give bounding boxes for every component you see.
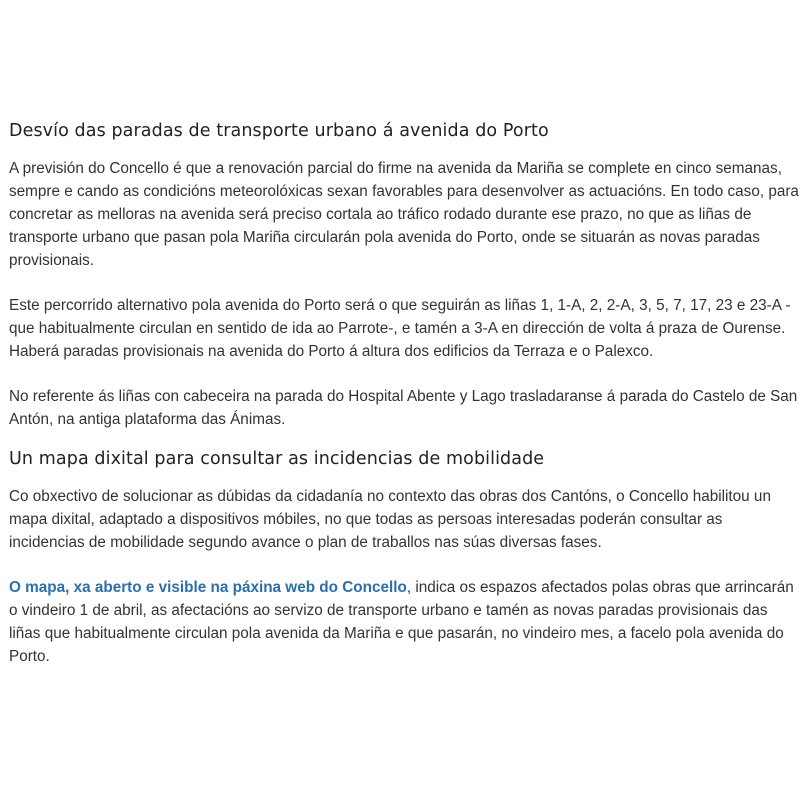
map-web-link[interactable]: O mapa, xa aberto e visible na páxina web do Concello <box>9 579 407 596</box>
section-heading-transport-detour: Desvío das paradas de transporte urbano á avenida do Porto <box>9 121 549 141</box>
paragraph-digital-map-details-text: , indica os espazos afectados polas obras que arrincarán o vindeiro 1 de abril, as afectacións ao servizo de transporte urbano e tamén as novas paradas provisionais das liñas que habitualmente circulan pola avenida da Mariña e que pasarán, no vindeiro mes, a facelo pola avenida do Porto. <box>9 579 794 665</box>
article-body <box>9 119 799 668</box>
paragraph-digital-map-details <box>9 576 799 668</box>
paragraph-digital-map-intro: Co obxectivo de solucionar as dúbidas da cidadanía no contexto das obras dos Cantóns, o Concello habilitou un mapa dixital, adaptado a dispositivos móbiles, no que todas as persoas interesadas poderán consultar as incidencias de mobilidade segundo avance o plan de traballos nas súas diversas fases. <box>9 488 771 551</box>
paragraph-hospital-lines: No referente ás liñas con cabeceira na parada do Hospital Abente y Lago trasladaranse á parada do Castelo de San Antón, na antiga plataforma das Ánimas. <box>9 388 798 428</box>
paragraph-renovation-forecast: A previsión do Concello é que a renovación parcial do firme na avenida da Mariña se complete en cinco semanas, sempre e cando as condicións meteorolóxicas sexan favorables para desenvolver as actuacións. En todo caso, para concretar as melloras na avenida será preciso cortala ao tráfico rodado durante ese prazo, no que as liñas de transporte urbano que pasan pola Mariña circularán pola avenida do Porto, onde se situarán as novas paradas provisionais. <box>9 160 799 269</box>
paragraph-alternative-route: Este percorrido alternativo pola avenida do Porto será o que seguirán as liñas 1, 1-A, 2, 2-A, 3, 5, 7, 17, 23 e 23-A -que habitualmente circulan en sentido de ida ao Parrote-, e tamén a 3-A en dirección de volta á praza de Ourense. Haberá paradas provisionais na avenida do Porto á altura dos edificios da Terraza e o Palexco. <box>9 297 791 360</box>
section-heading-digital-map: Un mapa dixital para consultar as incidencias de mobilidade <box>9 449 545 469</box>
